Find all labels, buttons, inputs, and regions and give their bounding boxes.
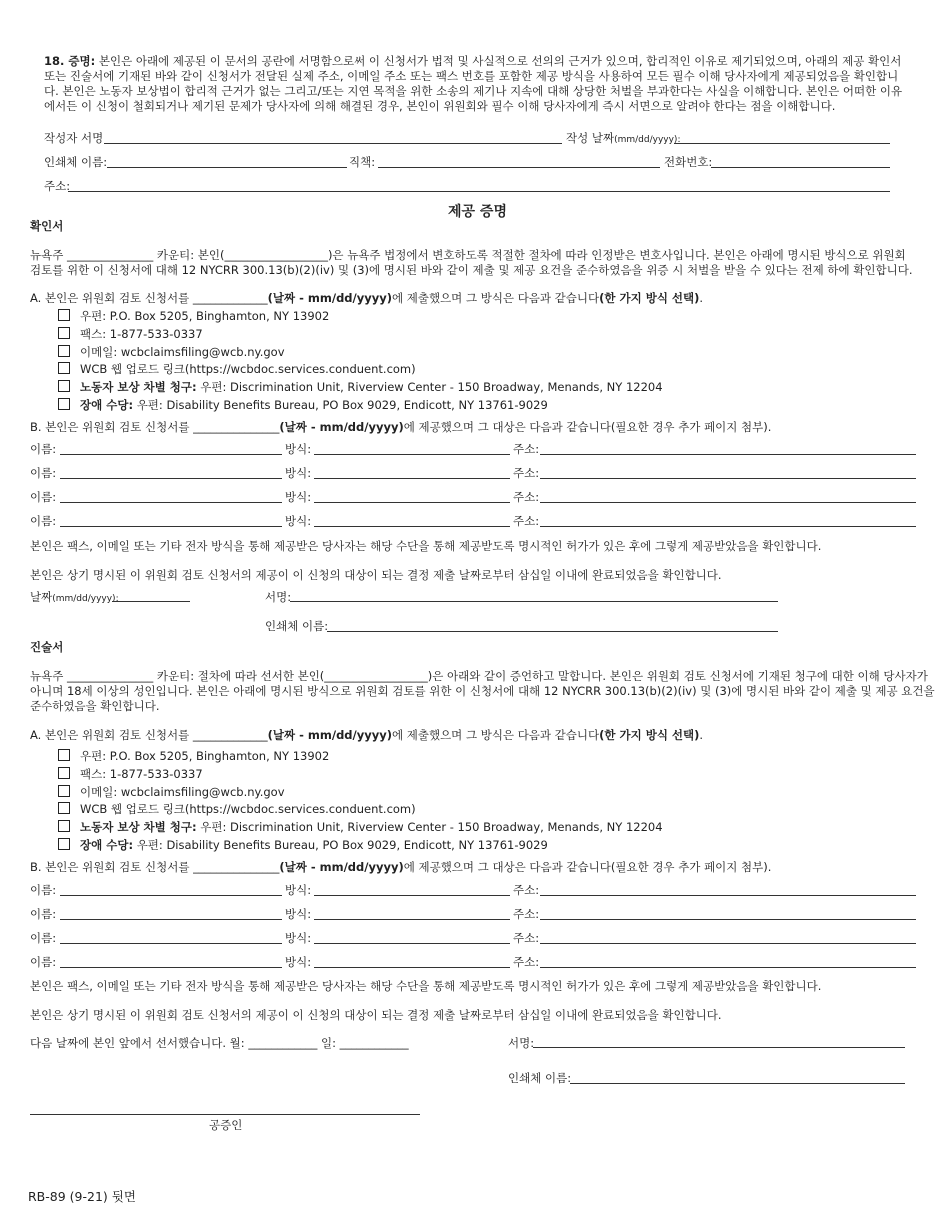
address-field[interactable] — [68, 191, 890, 192]
affirmation-method-upload: WCB 웹 업로드 링크(https://wcbdoc.services.conduent.com) — [80, 362, 416, 376]
service-method-field[interactable] — [314, 895, 510, 896]
affidavit-part-b: B. 본인은 위원회 검토 신청서를 _______________(날짜 - mm/dd/yyyy)에 제공했으며 그 대상은 다음과 같습니다(필요한 경우 추가 페이지 첨부). — [30, 860, 772, 874]
affirmation-part-a: A. 본인은 위원회 검토 신청서를 _____________(날짜 - mm/dd/yyyy)에 제출했으며 그 방식은 다음과 같습니다(한 가지 방식 선택). — [30, 291, 704, 305]
service-name-label: 이름: — [30, 931, 57, 945]
affidavit-timeliness-confirmation: 본인은 상기 명시된 이 위원회 검토 신청서의 제공이 이 신청의 대상이 되는 결정 제출 날짜로부터 삼십일 이내에 완료되었음을 확인합니다. — [30, 1008, 722, 1022]
service-address-field[interactable] — [540, 967, 916, 968]
service-address-label: 주소: — [513, 931, 540, 945]
proof-of-service-title: 제공 증명 — [448, 204, 507, 220]
affirmation-part-b: B. 본인은 위원회 검토 신청서를 _______________(날짜 - mm/dd/yyyy)에 제공했으며 그 대상은 다음과 같습니다(필요한 경우 추가 페이지 첨부). — [30, 420, 772, 434]
affidavit-print-name-field[interactable] — [570, 1083, 905, 1084]
affirmation-method-discrimination: 노동자 보상 차별 청구: 우편: Discrimination Unit, Riverview Center - 150 Broadway, Menands, NY 12204 — [80, 380, 663, 394]
service-name-field[interactable] — [60, 895, 282, 896]
affirmation-email-checkbox[interactable] — [58, 345, 70, 357]
service-method-field[interactable] — [314, 919, 510, 920]
affidavit-upload-checkbox[interactable] — [58, 802, 70, 814]
service-name-label: 이름: — [30, 907, 57, 921]
sworn-before-me: 다음 날짜에 본인 앞에서 선서했습니다. 월: ____________ 일: ____________ — [30, 1036, 409, 1050]
service-name-field[interactable] — [60, 919, 282, 920]
affidavit-mail-checkbox[interactable] — [58, 749, 70, 761]
affidavit-email-checkbox[interactable] — [58, 785, 70, 797]
service-name-field[interactable] — [60, 967, 282, 968]
completion-date-label: 작성 날짜(mm/dd/yyyy): — [566, 131, 681, 145]
notary-signature-field[interactable] — [30, 1114, 420, 1115]
affirmation-date-label: 날짜(mm/dd/yyyy): — [30, 590, 119, 604]
affirmation-mail-checkbox[interactable] — [58, 309, 70, 321]
affirmation-fax-checkbox[interactable] — [58, 327, 70, 339]
service-name-field[interactable] — [60, 526, 282, 527]
affidavit-part-a: A. 본인은 위원회 검토 신청서를 _____________(날짜 - mm/dd/yyyy)에 제출했으며 그 방식은 다음과 같습니다(한 가지 방식 선택). — [30, 728, 704, 742]
service-address-field[interactable] — [540, 454, 916, 455]
affidavit-signature-label: 서명: — [508, 1036, 535, 1050]
service-name-label: 이름: — [30, 514, 57, 528]
affirmation-print-name-label: 인쇄체 이름: — [265, 619, 329, 633]
affidavit-intro-line-2: 아니며 18세 이상의 성인입니다. 본인은 아래에 명시된 방식으로 위원회 검토를 위한 이 신청서에 대해 12 NYCRR 300.13(b)(2)(iv) 및 (3)에 명시된 바와 같이 제출 및 제공 요건을 — [30, 684, 935, 698]
author-signature-field[interactable] — [104, 143, 562, 144]
job-title-field[interactable] — [378, 167, 660, 168]
affidavit-disability-checkbox[interactable] — [58, 838, 70, 850]
service-address-field[interactable] — [540, 478, 916, 479]
affirmation-discrimination-checkbox[interactable] — [58, 380, 70, 392]
service-address-label: 주소: — [513, 883, 540, 897]
affirmation-intro-line-2: 검토를 위한 이 신청서에 대해 12 NYCRR 300.13(b)(2)(iv) 및 (3)에 명시된 바와 같이 제출 및 제공 요건을 준수하였음을 위증 시 처벌을 받을 수 있다는 전제 하에 확인합니다. — [30, 263, 913, 277]
service-name-label: 이름: — [30, 490, 57, 504]
service-method-field[interactable] — [314, 943, 510, 944]
affidavit-intro-line-1: 뉴욕주 _______________ 카운티: 절차에 따라 선서한 본인(__________________)은 아래와 같이 증언하고 말합니다. 본인은 위원회 검토 신청서에 기재된 청구에 대한 이해 당사자가 — [30, 669, 928, 683]
form-footer: RB-89 (9-21) 뒷면 — [28, 1189, 136, 1204]
affidavit-method-disability: 장애 수당: 우편: Disability Benefits Bureau, PO Box 9029, Endicott, NY 13761-9029 — [80, 838, 548, 852]
affirmation-signature-field[interactable] — [290, 601, 778, 602]
address-label: 주소: — [44, 179, 71, 193]
service-method-label: 방식: — [285, 931, 312, 945]
service-address-label: 주소: — [513, 466, 540, 480]
service-name-field[interactable] — [60, 454, 282, 455]
affirmation-electronic-confirmation: 본인은 팩스, 이메일 또는 기타 전자 방식을 통해 제공받은 당사자는 해당 수단을 통해 제공받도록 명시적인 허가가 있은 후에 그렇게 제공받았음을 확인합니다. — [30, 539, 822, 553]
phone-field[interactable] — [711, 167, 890, 168]
service-method-label: 방식: — [285, 490, 312, 504]
service-address-label: 주소: — [513, 442, 540, 456]
affidavit-signature-field[interactable] — [533, 1047, 905, 1048]
service-address-field[interactable] — [540, 919, 916, 920]
service-name-field[interactable] — [60, 478, 282, 479]
service-method-field[interactable] — [314, 478, 510, 479]
certification-heading: 18. 증명: — [44, 54, 96, 68]
service-name-label: 이름: — [30, 955, 57, 969]
service-method-label: 방식: — [285, 907, 312, 921]
affidavit-electronic-confirmation: 본인은 팩스, 이메일 또는 기타 전자 방식을 통해 제공받은 당사자는 해당 수단을 통해 제공받도록 명시적인 허가가 있은 후에 그렇게 제공받았음을 확인합니다. — [30, 979, 822, 993]
service-method-label: 방식: — [285, 442, 312, 456]
affidavit-method-upload: WCB 웹 업로드 링크(https://wcbdoc.services.conduent.com) — [80, 802, 416, 816]
affirmation-method-disability: 장애 수당: 우편: Disability Benefits Bureau, PO Box 9029, Endicott, NY 13761-9029 — [80, 398, 548, 412]
affirmation-date-field[interactable] — [112, 601, 190, 602]
affirmation-method-fax: 팩스: 1-877-533-0337 — [80, 327, 203, 341]
affidavit-discrimination-checkbox[interactable] — [58, 820, 70, 832]
service-name-field[interactable] — [60, 943, 282, 944]
completion-date-field[interactable] — [674, 143, 890, 144]
affirmation-title: 확인서 — [30, 219, 64, 233]
phone-label: 전화번호: — [664, 155, 713, 169]
service-address-label: 주소: — [513, 490, 540, 504]
affidavit-print-name-label: 인쇄체 이름: — [508, 1071, 572, 1085]
author-signature-label: 작성자 서명 — [44, 131, 104, 145]
notary-label: 공증인 — [209, 1118, 243, 1132]
service-method-field[interactable] — [314, 526, 510, 527]
service-address-label: 주소: — [513, 955, 540, 969]
affirmation-print-name-field[interactable] — [327, 631, 778, 632]
service-method-field[interactable] — [314, 502, 510, 503]
service-name-label: 이름: — [30, 466, 57, 480]
affirmation-method-mail: 우편: P.O. Box 5205, Binghamton, NY 13902 — [80, 309, 330, 323]
affirmation-signature-label: 서명: — [265, 590, 292, 604]
service-address-label: 주소: — [513, 907, 540, 921]
affirmation-timeliness-confirmation: 본인은 상기 명시된 이 위원회 검토 신청서의 제공이 이 신청의 대상이 되는 결정 제출 날짜로부터 삼십일 이내에 완료되었음을 확인합니다. — [30, 568, 722, 582]
service-method-label: 방식: — [285, 883, 312, 897]
certification-paragraph — [44, 54, 906, 114]
certification-text: 본인은 아래에 제공된 이 문서의 공란에 서명함으로써 이 신청서가 법적 및 사실적으로 선의의 근거가 있으며, 합리적인 이유로 제기되었으며, 아래의 제공 확인서 또는 진술서에 기재된 바와 같이 신청서가 전달된 실제 주소, 이메일 주소 또는 팩스 번호를 포함한 제공 방식을 사용하여 모든 필수 이해 당사자에게 제공되었음을 확인합니다. 본인은 노동자 보상법이 합리적 근거가 없는 그리고/또는 지연 목적을 위한 소송의 제기나 지속에 대해 상당한 처벌을 부과한다는 사실을 이해합니다. 본인은 어떠한 이유에서든 이 신청이 철회되거나 제기된 문제가 당사자에 의해 해결된 경우, 본인이 위원회와 필수 이해 당사자에게 즉시 서면으로 알려야 한다는 점을 이해합니다. — [44, 54, 903, 113]
service-name-label: 이름: — [30, 883, 57, 897]
service-method-label: 방식: — [285, 466, 312, 480]
service-method-field[interactable] — [314, 454, 510, 455]
service-method-field[interactable] — [314, 967, 510, 968]
service-address-field[interactable] — [540, 943, 916, 944]
service-method-label: 방식: — [285, 955, 312, 969]
affirmation-disability-checkbox[interactable] — [58, 398, 70, 410]
print-name-field[interactable] — [107, 167, 347, 168]
service-address-field[interactable] — [540, 895, 916, 896]
affidavit-fax-checkbox[interactable] — [58, 767, 70, 779]
job-title-label: 직책: — [349, 155, 376, 169]
service-address-field[interactable] — [540, 502, 916, 503]
service-name-field[interactable] — [60, 502, 282, 503]
affidavit-intro-line-3: 준수하였음을 확인합니다. — [30, 699, 160, 713]
affidavit-method-email: 이메일: wcbclaimsfiling@wcb.ny.gov — [80, 785, 285, 799]
service-method-label: 방식: — [285, 514, 312, 528]
service-name-label: 이름: — [30, 442, 57, 456]
affirmation-method-email: 이메일: wcbclaimsfiling@wcb.ny.gov — [80, 345, 285, 359]
affidavit-title: 진술서 — [30, 640, 64, 654]
affidavit-method-fax: 팩스: 1-877-533-0337 — [80, 767, 203, 781]
affirmation-upload-checkbox[interactable] — [58, 362, 70, 374]
affidavit-method-mail: 우편: P.O. Box 5205, Binghamton, NY 13902 — [80, 749, 330, 763]
affidavit-method-discrimination: 노동자 보상 차별 청구: 우편: Discrimination Unit, Riverview Center - 150 Broadway, Menands, NY 12204 — [80, 820, 663, 834]
service-address-label: 주소: — [513, 514, 540, 528]
service-address-field[interactable] — [540, 526, 916, 527]
print-name-label: 인쇄체 이름: — [44, 155, 108, 169]
affirmation-intro-line-1: 뉴욕주 _______________ 카운티: 본인(__________________)은 뉴욕주 법정에서 변호하도록 적절한 절차에 따라 인정받은 변호사입니다. 본인은 아래에 명시된 방식으로 위원회 — [30, 248, 906, 262]
